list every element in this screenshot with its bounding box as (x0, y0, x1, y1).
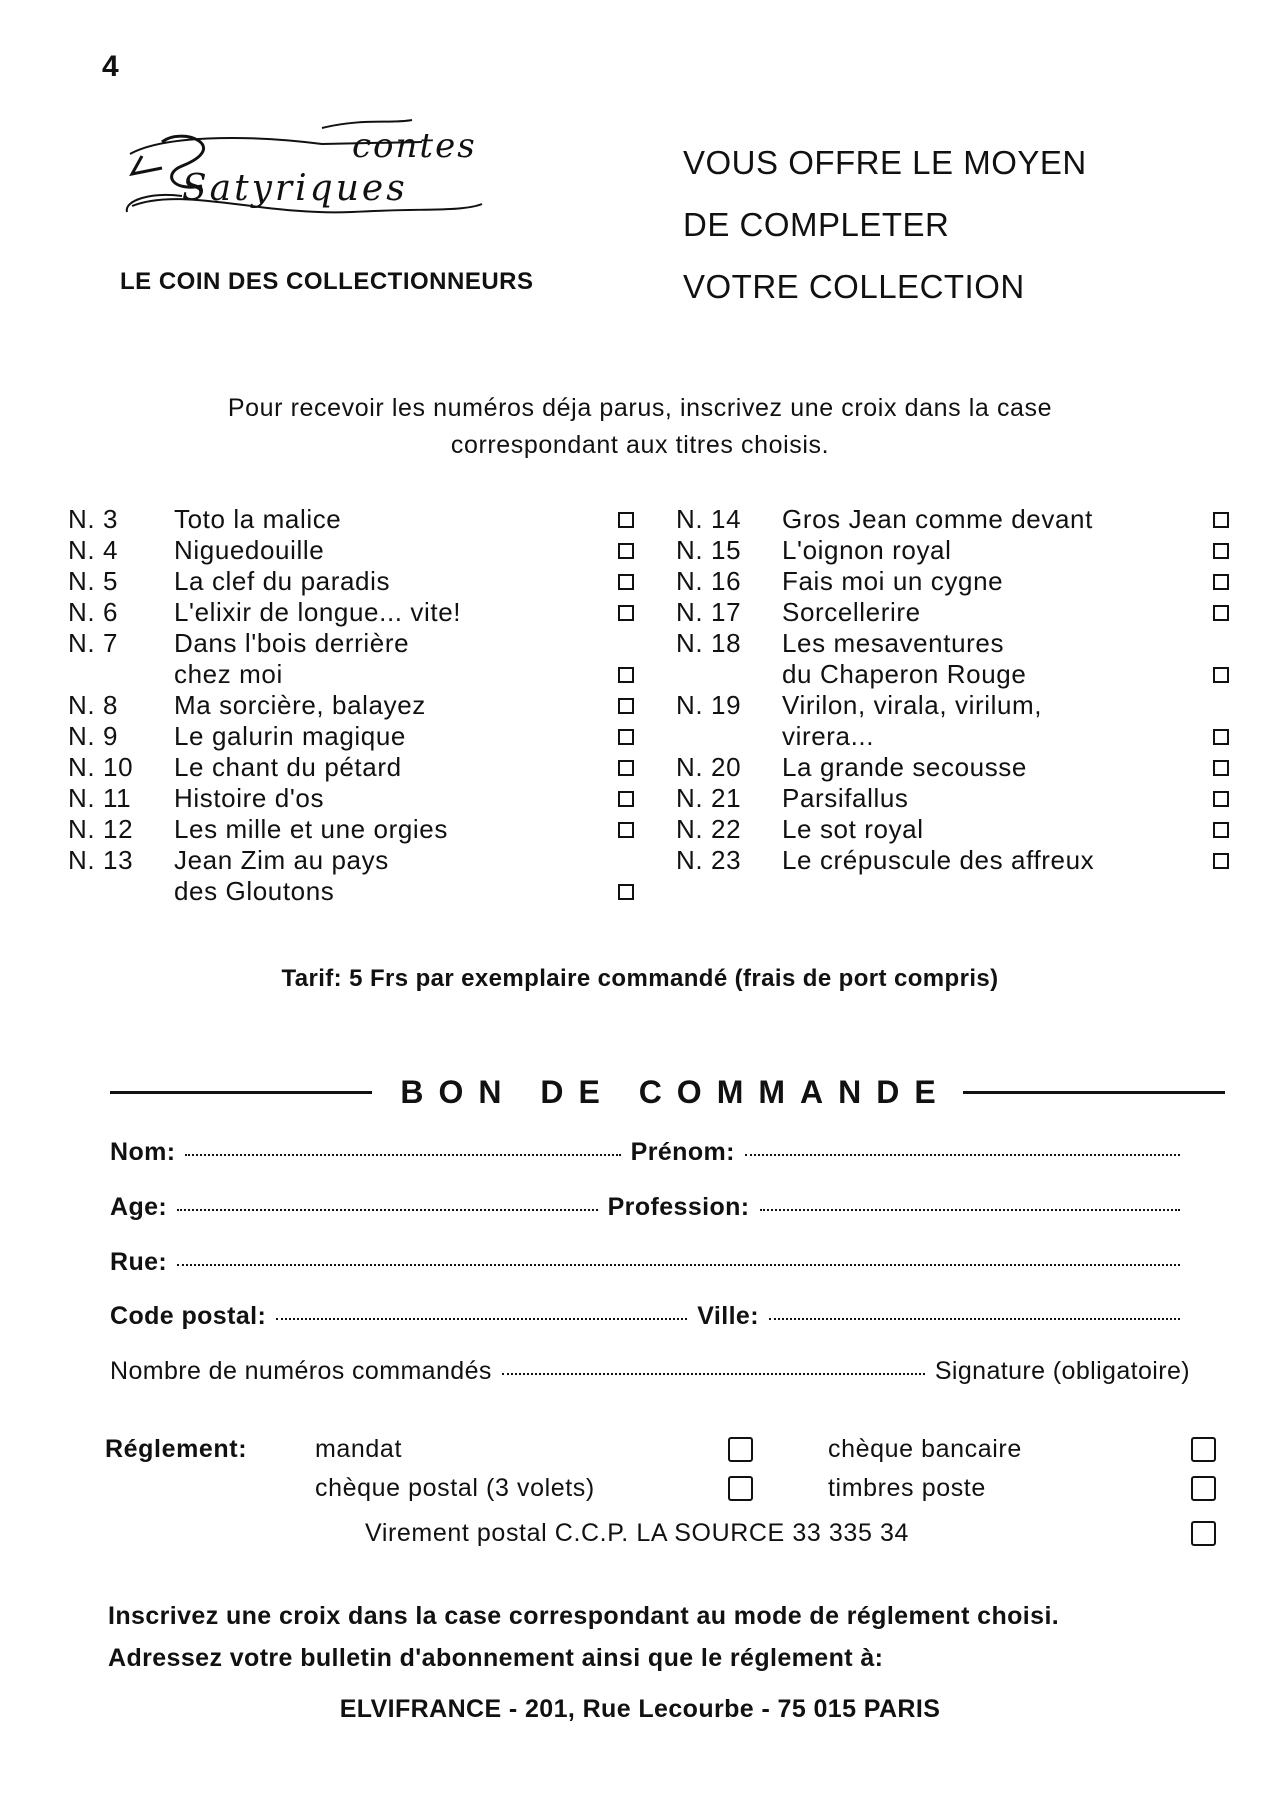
code-postal-field[interactable] (276, 1317, 687, 1320)
prenom-label: Prénom: (630, 1138, 735, 1166)
issue-checkbox[interactable] (618, 698, 634, 714)
issue-number: N. 9 (68, 721, 119, 751)
issue-title (174, 783, 618, 814)
issue-checkbox[interactable] (1213, 791, 1229, 807)
issue-title-line: Niguedouille (174, 535, 325, 565)
issue-number: N. 17 (676, 597, 742, 627)
issue-checkbox[interactable] (1213, 543, 1229, 559)
logo-word-contes: contes (352, 126, 477, 166)
issue-title (174, 690, 618, 721)
signature-label: Signature (obligatoire) (934, 1357, 1190, 1385)
issue-checkbox[interactable] (618, 667, 634, 683)
code-postal-label: Code postal: (110, 1302, 267, 1330)
issue-title (174, 504, 618, 535)
intro-paragraph (100, 390, 1180, 464)
issue-number: N. 18 (676, 628, 742, 658)
contes-satyriques-logo (122, 116, 562, 226)
postal-row (110, 1302, 1190, 1331)
title-item (68, 814, 638, 845)
issue-checkbox[interactable] (618, 512, 634, 528)
logo-word-satyriques: Satyriques (182, 168, 408, 209)
cheque-postal-checkbox[interactable] (728, 1476, 753, 1501)
issue-checkbox[interactable] (1213, 729, 1229, 745)
issue-title-line: virera... (782, 721, 875, 751)
issue-number: N. 5 (68, 566, 119, 596)
issue-number: N. 14 (676, 504, 742, 534)
issue-title-line: Virilon, virala, virilum, (782, 690, 1043, 720)
cheque-bancaire-checkbox[interactable] (1191, 1437, 1216, 1462)
issue-title-line: La grande secousse (782, 752, 1027, 782)
issue-checkbox[interactable] (618, 729, 634, 745)
ville-label: Ville: (697, 1302, 759, 1330)
issue-title-line: Sorcellerire (782, 597, 921, 627)
mandat-checkbox[interactable] (728, 1437, 753, 1462)
profession-field[interactable] (760, 1208, 1180, 1211)
issue-title (174, 628, 618, 690)
title-item (68, 628, 638, 690)
issue-title (782, 535, 1213, 566)
issue-checkbox[interactable] (1213, 853, 1229, 869)
issue-number: N. 12 (68, 814, 134, 844)
issue-title (174, 814, 618, 845)
title-item (68, 845, 638, 907)
instructions (108, 1595, 1059, 1679)
age-label: Age: (110, 1193, 168, 1221)
issue-title (782, 690, 1213, 752)
issue-number: N. 4 (68, 535, 119, 565)
instruction-line: Adressez votre bulletin d'abonnement ainsi que le réglement à: (108, 1644, 884, 1672)
nom-field[interactable] (185, 1153, 620, 1156)
issue-title (782, 752, 1213, 783)
prenom-field[interactable] (745, 1153, 1180, 1156)
issue-checkbox[interactable] (618, 791, 634, 807)
nombre-label: Nombre de numéros commandés (110, 1357, 492, 1385)
issue-checkbox[interactable] (1213, 822, 1229, 838)
issue-number: N. 7 (68, 628, 119, 658)
nombre-field[interactable] (502, 1372, 925, 1375)
title-item (68, 783, 638, 814)
title-item (676, 783, 1231, 814)
issue-title-line: Les mille et une orgies (174, 814, 448, 844)
timbres-checkbox[interactable] (1191, 1476, 1216, 1501)
mandat-label: mandat (315, 1435, 402, 1463)
issue-title (174, 597, 618, 628)
issue-title (782, 845, 1213, 876)
issue-number: N. 21 (676, 783, 742, 813)
issue-title (782, 783, 1213, 814)
issue-title (782, 504, 1213, 535)
issue-number: N. 11 (68, 783, 132, 813)
title-item (676, 690, 1231, 752)
issue-title-line: La clef du paradis (174, 566, 391, 596)
publisher-address: ELVIFRANCE - 201, Rue Lecourbe - 75 015 PARIS (339, 1695, 941, 1723)
payment-section (105, 1435, 1235, 1575)
issue-checkbox[interactable] (1213, 605, 1229, 621)
issue-title (782, 628, 1213, 690)
issue-title (782, 597, 1213, 628)
nom-label: Nom: (110, 1138, 176, 1166)
issue-checkbox[interactable] (1213, 574, 1229, 590)
profession-label: Profession: (607, 1193, 750, 1221)
intro-line: correspondant aux titres choisis. (450, 431, 830, 459)
title-item (676, 504, 1231, 535)
issue-title-line: Dans l'bois derrière (174, 628, 410, 658)
title-item (676, 628, 1231, 690)
name-row (110, 1138, 1190, 1167)
issue-title-line: Toto la malice (174, 504, 342, 534)
issue-title-line: Histoire d'os (174, 783, 325, 813)
issue-title-line: Le sot royal (782, 814, 924, 844)
issue-number: N. 3 (68, 504, 119, 534)
issue-checkbox[interactable] (1213, 667, 1229, 683)
age-field[interactable] (177, 1208, 597, 1211)
issue-checkbox[interactable] (618, 574, 634, 590)
issue-checkbox[interactable] (618, 760, 634, 776)
offer-line: VOTRE COLLECTION (683, 268, 1025, 305)
issue-title (782, 814, 1213, 845)
issue-title-line: L'oignon royal (782, 535, 952, 565)
divider (963, 1091, 1225, 1094)
issue-checkbox[interactable] (618, 884, 634, 900)
issue-number: N. 16 (676, 566, 742, 596)
offer-text (683, 132, 1087, 318)
issue-title (174, 535, 618, 566)
issue-title (782, 566, 1213, 597)
issue-title-line: Les mesaventures (782, 628, 1005, 658)
issue-number: N. 6 (68, 597, 119, 627)
issue-title-line: Gros Jean comme devant (782, 504, 1093, 534)
title-item (68, 566, 638, 597)
issue-number: N. 20 (676, 752, 742, 782)
issue-checkbox[interactable] (618, 543, 634, 559)
quantity-row (110, 1357, 1190, 1386)
page-number: 4 (102, 50, 119, 83)
issue-title-line: des Gloutons (174, 876, 335, 906)
title-item (68, 690, 638, 721)
intro-line: Pour recevoir les numéros déja parus, inscrivez une croix dans la case (227, 394, 1053, 422)
issue-number: N. 8 (68, 690, 119, 720)
offer-line: DE COMPLETER (683, 206, 950, 243)
timbres-label: timbres poste (828, 1474, 986, 1502)
issue-title-line: Jean Zim au pays (174, 845, 389, 875)
issue-checkbox[interactable] (618, 605, 634, 621)
issue-title (174, 721, 618, 752)
virement-label: Virement postal C.C.P. LA SOURCE 33 335 34 (365, 1519, 909, 1547)
issue-checkbox[interactable] (1213, 512, 1229, 528)
instruction-line: Inscrivez une croix dans la case correspondant au mode de réglement choisi. (108, 1602, 1060, 1630)
issue-title-line: Fais moi un cygne (782, 566, 1004, 596)
issue-number: N. 10 (68, 752, 134, 782)
issue-number: N. 22 (676, 814, 742, 844)
collectors-corner-heading: LE COIN DES COLLECTIONNEURS (120, 268, 534, 295)
rue-field[interactable] (177, 1263, 1180, 1266)
cheque-bancaire-label: chèque bancaire (828, 1435, 1022, 1463)
issue-title-line: du Chaperon Rouge (782, 659, 1027, 689)
tarif-line: Tarif: 5 Frs par exemplaire commandé (frais de port compris) (281, 965, 999, 992)
issue-checkbox[interactable] (1213, 760, 1229, 776)
issue-number: N. 23 (676, 845, 742, 875)
issue-number: N. 19 (676, 690, 742, 720)
rue-label: Rue: (110, 1248, 168, 1276)
issue-title-line: chez moi (174, 659, 283, 689)
title-item (676, 845, 1231, 876)
titles-list-right (676, 504, 1231, 876)
issue-title-line: L'elixir de longue... vite! (174, 597, 462, 627)
title-item (676, 597, 1231, 628)
order-form-header (110, 1074, 1225, 1111)
issue-title-line: Le chant du pétard (174, 752, 402, 782)
order-form-title: BON DE COMMANDE (400, 1074, 951, 1110)
title-item (68, 504, 638, 535)
issue-number: N. 13 (68, 845, 134, 875)
ville-field[interactable] (769, 1317, 1180, 1320)
titles-list-left (68, 504, 638, 907)
title-item (676, 752, 1231, 783)
issue-title-line: Ma sorcière, balayez (174, 690, 426, 720)
reglement-label: Réglement: (105, 1435, 248, 1463)
title-item (68, 752, 638, 783)
offer-line: VOUS OFFRE LE MOYEN (683, 144, 1087, 181)
issue-title-line: Le galurin magique (174, 721, 406, 751)
title-item (68, 597, 638, 628)
issue-title-line: Parsifallus (782, 783, 909, 813)
cheque-postal-label: chèque postal (3 volets) (315, 1474, 595, 1502)
issue-title (174, 752, 618, 783)
age-row (110, 1193, 1190, 1222)
street-row (110, 1248, 1190, 1277)
issue-checkbox[interactable] (618, 822, 634, 838)
issue-title (174, 566, 618, 597)
title-item (676, 535, 1231, 566)
virement-checkbox[interactable] (1191, 1521, 1216, 1546)
title-item (676, 566, 1231, 597)
divider (110, 1091, 372, 1094)
issue-title-line: Le crépuscule des affreux (782, 845, 1095, 875)
title-item (68, 721, 638, 752)
issue-number: N. 15 (676, 535, 742, 565)
title-item (676, 814, 1231, 845)
issue-title (174, 845, 618, 907)
title-item (68, 535, 638, 566)
